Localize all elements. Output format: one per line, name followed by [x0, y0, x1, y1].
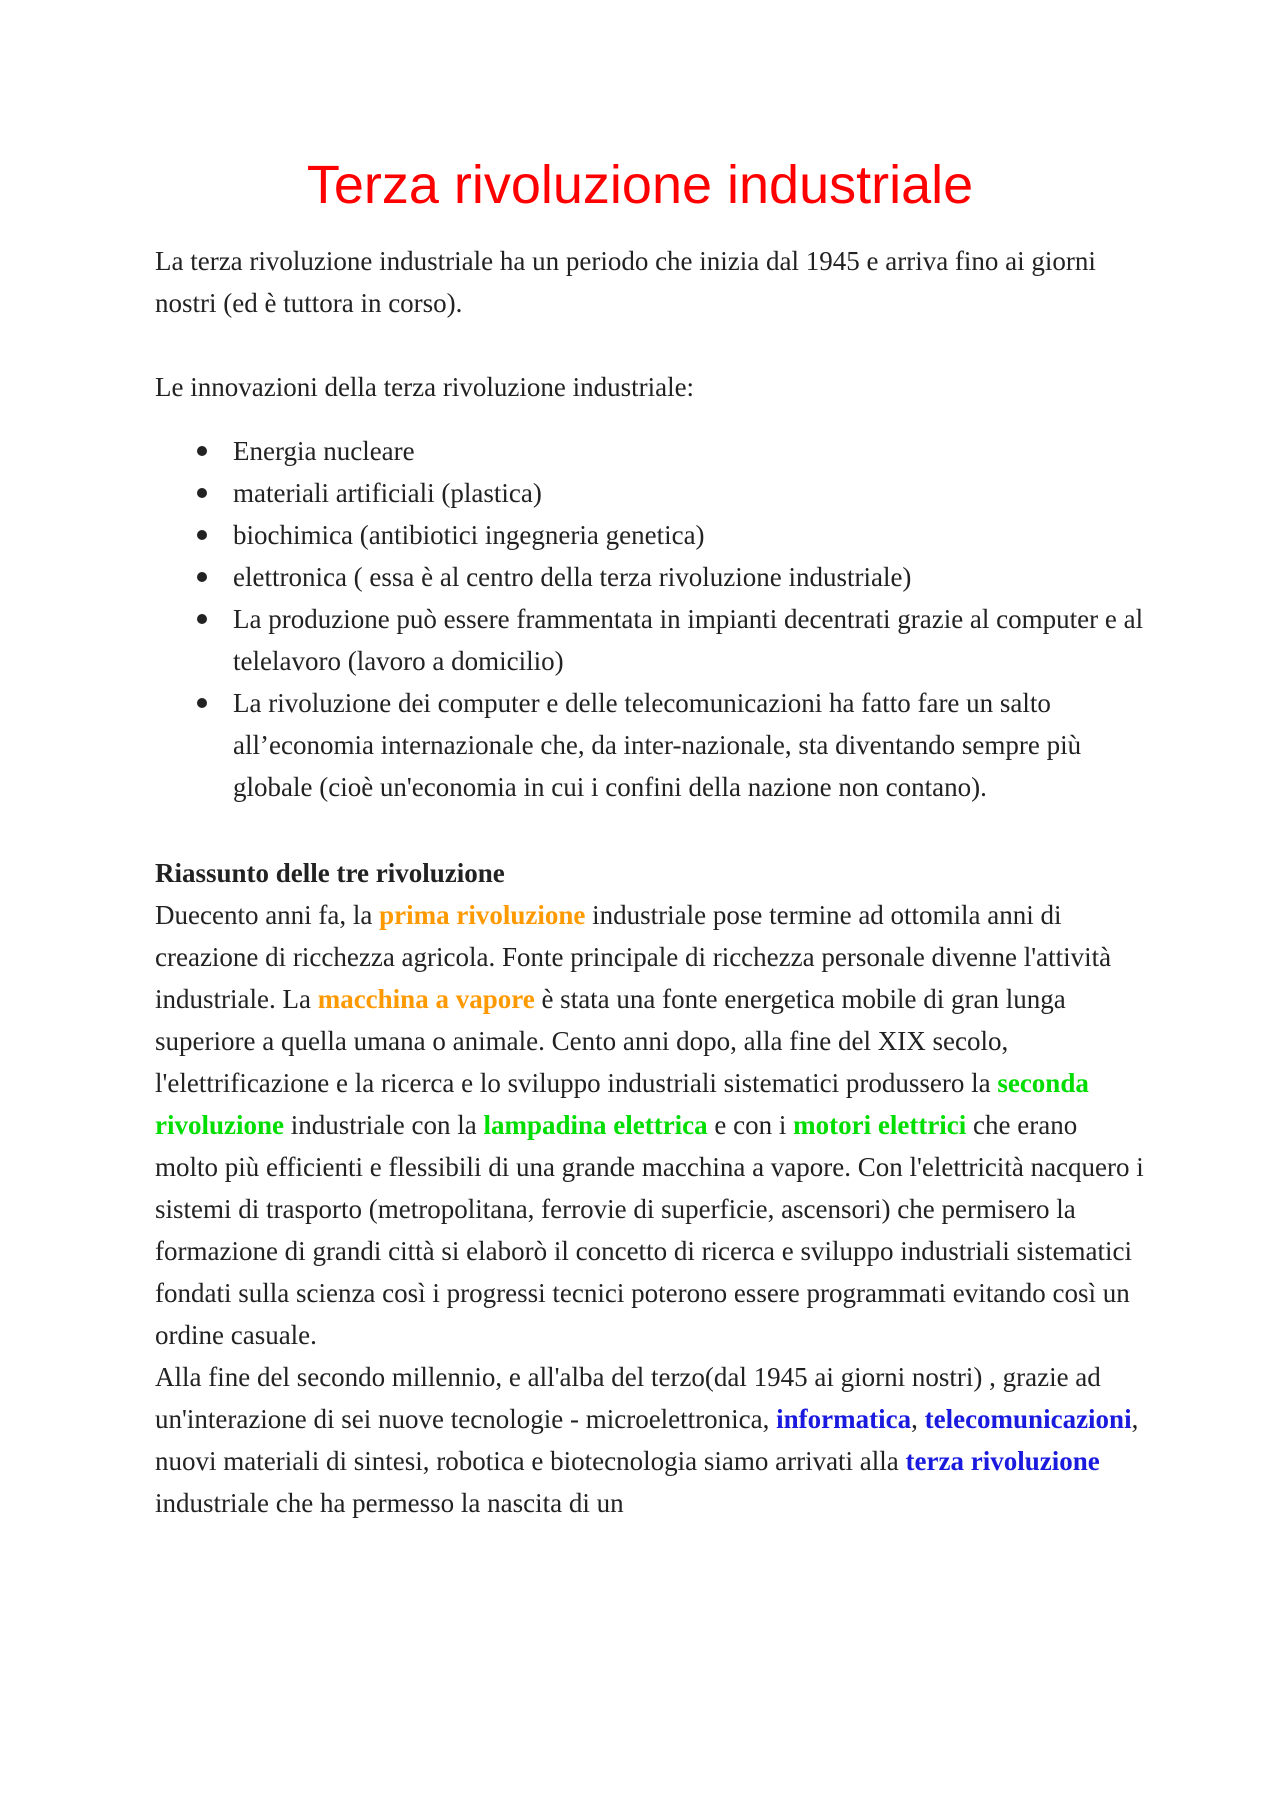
- list-item: [155, 514, 1145, 556]
- highlight-terza-rivoluzione: terza rivoluzione: [905, 1446, 1100, 1476]
- list-item: [155, 682, 1145, 808]
- bullet-icon: [197, 488, 207, 498]
- document-body: [155, 240, 1145, 1524]
- list-item: [155, 598, 1145, 682]
- bullet-icon: [197, 614, 207, 624]
- page-title: Terza rivoluzione industriale: [306, 155, 974, 215]
- list-item: [155, 472, 1145, 514]
- highlight-prima-rivoluzione: prima rivoluzione: [379, 900, 586, 930]
- innovations-list: [155, 430, 1145, 808]
- highlight-motori-elettrici: motori elettrici: [793, 1110, 967, 1140]
- list-item: [155, 556, 1145, 598]
- list-item-text: materiali artificiali (plastica): [233, 478, 542, 508]
- list-item-text: La rivoluzione dei computer e delle telecomunicazioni ha fatto fare un salto all’economia internazionale che, da inter-nazionale, sta diventando sempre più globale (cioè un'economia in cui i confini della nazione non contano).: [233, 688, 1082, 802]
- bullet-icon: [197, 572, 207, 582]
- list-item-text: Energia nucleare: [233, 436, 415, 466]
- summary-heading: Riassunto delle tre rivoluzione: [155, 858, 505, 888]
- text-span: è stata una fonte energetica mobile di gran lunga superiore a quella umana o animale. Cento anni dopo, alla fine del XIX secolo, l'elettrificazione e la ricerca e lo sviluppo industriali sistematici produssero la: [155, 984, 1066, 1098]
- bullet-icon: [197, 530, 207, 540]
- summary-paragraph-2: [155, 1356, 1145, 1524]
- text-span: che erano molto più efficienti e flessibili di una grande macchina a vapore. Con l'elettricità nacquero i sistemi di trasporto (metropolitana, ferrovie di superficie, ascensori) che permisero la formazione di grandi città si elaborò il concetto di ricerca e sviluppo industriali sistematici fondati sulla scienza così i progressi tecnici poterono essere programmati evitando così un ordine casuale.: [155, 1110, 1144, 1350]
- highlight-seconda-rivoluzione: seconda rivoluzione: [155, 1068, 1089, 1140]
- intro-paragraph: La terza rivoluzione industriale ha un periodo che inizia dal 1945 e arriva fino ai giorni nostri (ed è tuttora in corso).: [155, 246, 1096, 318]
- highlight-informatica: informatica: [776, 1404, 912, 1434]
- highlight-macchina-a-vapore: macchina a vapore: [317, 984, 535, 1014]
- list-item: [155, 430, 1145, 472]
- text-span: ,: [911, 1404, 925, 1434]
- list-item-text: La produzione può essere frammentata in impianti decentrati grazie al computer e al telelavoro (lavoro a domicilio): [233, 604, 1144, 676]
- text-span: , nuovi materiali di sintesi, robotica e biotecnologia siamo arrivati alla: [155, 1404, 1139, 1476]
- bullet-icon: [197, 698, 207, 708]
- list-item-text: biochimica (antibiotici ingegneria genetica): [233, 520, 705, 550]
- list-item-text: elettronica ( essa è al centro della terza rivoluzione industriale): [233, 562, 912, 592]
- highlight-lampadina-elettrica: lampadina elettrica: [483, 1110, 708, 1140]
- text-span: Duecento anni fa, la: [155, 900, 380, 930]
- summary-paragraph-1: [155, 894, 1145, 1356]
- text-span: Alla fine del secondo millennio, e all'alba del terzo(dal 1945 ai giorni nostri) , grazie ad un'interazione di sei nuove tecnologie - microelettronica,: [155, 1362, 1101, 1434]
- innovations-lead: Le innovazioni della terza rivoluzione industriale:: [155, 372, 695, 402]
- bullet-icon: [197, 446, 207, 456]
- text-span: industriale pose termine ad ottomila anni di creazione di ricchezza agricola. Fonte principale di ricchezza personale divenne l'attività industriale. La: [155, 900, 1112, 1014]
- highlight-telecomunicazioni: telecomunicazioni: [924, 1404, 1132, 1434]
- text-span: industriale con la: [284, 1110, 484, 1140]
- text-span: industriale che ha permesso la nascita di un: [155, 1488, 624, 1518]
- text-span: e con i: [707, 1110, 794, 1140]
